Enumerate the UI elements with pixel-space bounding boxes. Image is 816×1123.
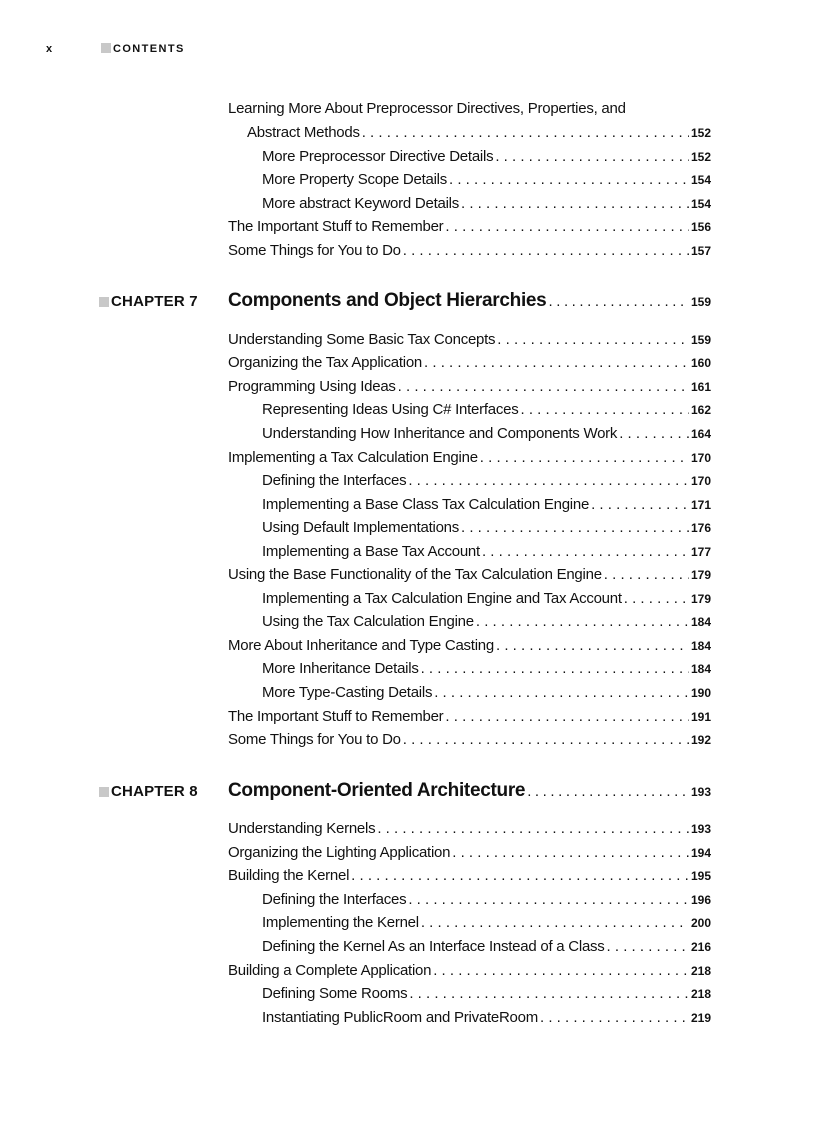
toc-entry[interactable] <box>262 985 711 1003</box>
toc-page-number: 184 <box>690 639 711 653</box>
toc-entry-title: Using the Tax Calculation Engine <box>262 613 474 630</box>
leader-dots <box>461 195 689 213</box>
leader-dots <box>540 1009 689 1027</box>
toc-entry[interactable] <box>228 354 711 372</box>
toc-page-number: 195 <box>690 869 711 883</box>
toc-entry[interactable] <box>262 171 711 189</box>
toc-page-number: 161 <box>690 380 711 394</box>
leader-dots <box>496 637 689 655</box>
toc-entry[interactable] <box>228 566 711 584</box>
chapter-7-title[interactable] <box>228 290 711 313</box>
toc-page-number: 193 <box>690 822 711 836</box>
leader-dots <box>445 218 689 236</box>
leader-dots <box>434 684 689 702</box>
leader-dots <box>527 781 689 803</box>
leader-dots <box>409 985 689 1003</box>
gray-square-icon <box>101 43 111 53</box>
page-folio: x <box>46 43 54 55</box>
toc-entry-title: The Important Stuff to Remember <box>228 708 444 725</box>
toc-page-number: 162 <box>690 403 711 417</box>
leader-dots <box>548 291 689 313</box>
gray-square-icon <box>99 787 109 797</box>
toc-entry-title: Understanding Some Basic Tax Concepts <box>228 331 496 348</box>
toc-entry-title: Implementing a Base Tax Account <box>262 543 480 560</box>
leader-dots <box>497 331 689 349</box>
chapter-label-text: CHAPTER 7 <box>111 293 198 310</box>
toc-entry[interactable] <box>262 543 711 561</box>
toc-entry[interactable] <box>228 218 711 236</box>
toc-entry-title: Abstract Methods <box>247 124 360 141</box>
toc-page-number: 157 <box>690 244 711 258</box>
toc-page-number: 218 <box>690 964 711 978</box>
toc-page-number: 171 <box>690 498 711 512</box>
toc-page-number: 170 <box>690 474 711 488</box>
toc-entry-title: Defining the Interfaces <box>262 891 407 908</box>
toc-page-number: 177 <box>690 545 711 559</box>
toc-entry[interactable] <box>228 331 711 349</box>
leader-dots <box>408 472 689 490</box>
toc-entry[interactable] <box>262 660 711 678</box>
toc-entry-title: Implementing a Tax Calculation Engine <box>228 449 478 466</box>
toc-entry[interactable] <box>262 613 711 631</box>
leader-dots <box>445 708 689 726</box>
toc-page-number: 164 <box>690 427 711 441</box>
toc-entry[interactable] <box>262 496 711 514</box>
toc-entry-title: Understanding Kernels <box>228 820 376 837</box>
toc-entry[interactable] <box>262 425 711 443</box>
leader-dots <box>362 124 689 142</box>
toc-entry-title: More abstract Keyword Details <box>262 195 459 212</box>
leader-dots <box>424 354 689 372</box>
toc-entry-title: More About Inheritance and Type Casting <box>228 637 494 654</box>
toc-page-number: 193 <box>690 785 711 799</box>
toc-page-number: 196 <box>690 893 711 907</box>
toc-entry-title: Understanding How Inheritance and Components Work <box>262 425 618 442</box>
leader-dots <box>452 844 689 862</box>
toc-entry[interactable] <box>262 472 711 490</box>
toc-page-number: 216 <box>690 940 711 954</box>
chapter-8-title[interactable] <box>228 780 711 803</box>
toc-page-number: 152 <box>690 150 711 164</box>
toc-page-number: 159 <box>690 333 711 347</box>
toc-entry[interactable] <box>262 148 711 166</box>
leader-dots <box>480 449 689 467</box>
toc-page-number: 200 <box>690 916 711 930</box>
chapter-label-text: CHAPTER 8 <box>111 783 198 800</box>
toc-heading-line: Learning More About Preprocessor Directives, Properties, and <box>228 100 626 117</box>
toc-entry-title: More Property Scope Details <box>262 171 447 188</box>
leader-dots <box>591 496 689 514</box>
toc-entry[interactable] <box>262 938 711 956</box>
chapter-title-text: Components and Object Hierarchies <box>228 290 547 311</box>
gray-square-icon <box>99 297 109 307</box>
toc-page-number: 176 <box>690 521 711 535</box>
toc-entry[interactable] <box>262 1009 711 1027</box>
toc-entry[interactable] <box>228 242 711 260</box>
toc-entry-title: Using the Base Functionality of the Tax Calculation Engine <box>228 566 602 583</box>
toc-entry[interactable] <box>247 124 711 142</box>
toc-entry-title: Implementing the Kernel <box>262 914 419 931</box>
toc-entry[interactable] <box>228 820 711 838</box>
leader-dots <box>408 891 689 909</box>
toc-page-number: 160 <box>690 356 711 370</box>
toc-entry-title: More Inheritance Details <box>262 660 419 677</box>
toc-entry[interactable] <box>262 590 711 608</box>
toc-page-number: 154 <box>690 173 711 187</box>
leader-dots <box>377 820 689 838</box>
toc-entry[interactable] <box>228 844 711 862</box>
leader-dots <box>398 378 689 396</box>
toc-entry-title: Building the Kernel <box>228 867 350 884</box>
toc-entry-title: The Important Stuff to Remember <box>228 218 444 235</box>
leader-dots <box>619 425 689 443</box>
toc-entry[interactable] <box>228 449 711 467</box>
toc-entry[interactable] <box>228 378 711 396</box>
leader-dots <box>624 590 689 608</box>
toc-entry-title: Some Things for You to Do <box>228 731 401 748</box>
toc-page-number: 156 <box>690 220 711 234</box>
leader-dots <box>607 938 689 956</box>
toc-entry[interactable] <box>228 867 711 885</box>
leader-dots <box>449 171 689 189</box>
toc-page-number: 179 <box>690 592 711 606</box>
running-head-section <box>101 43 185 55</box>
leader-dots <box>476 613 689 631</box>
toc-page-number: 194 <box>690 846 711 860</box>
toc-page-number: 154 <box>690 197 711 211</box>
toc-entry[interactable] <box>228 708 711 726</box>
toc-entry-title: Defining Some Rooms <box>262 985 408 1002</box>
leader-dots <box>482 543 689 561</box>
leader-dots <box>495 148 689 166</box>
toc-page-number: 191 <box>690 710 711 724</box>
leader-dots <box>351 867 689 885</box>
toc-entry-title: Implementing a Base Class Tax Calculation Engine <box>262 496 590 513</box>
chapter-8-label <box>99 783 198 800</box>
toc-entry-title: Building a Complete Application <box>228 962 432 979</box>
toc-entry-title: Instantiating PublicRoom and PrivateRoom <box>262 1009 538 1026</box>
leader-dots <box>421 660 689 678</box>
toc-page-number: 152 <box>690 126 711 140</box>
leader-dots <box>604 566 689 584</box>
toc-entry-title: Some Things for You to Do <box>228 242 401 259</box>
toc-entry-title: More Preprocessor Directive Details <box>262 148 494 165</box>
leader-dots <box>433 962 689 980</box>
toc-page-number: 192 <box>690 733 711 747</box>
toc-entry[interactable] <box>262 684 711 702</box>
toc-entry[interactable] <box>228 731 711 749</box>
toc-page-number: 218 <box>690 987 711 1001</box>
toc-entry-title: Implementing a Tax Calculation Engine and Tax Account <box>262 590 622 607</box>
toc-entry-title: Defining the Interfaces <box>262 472 407 489</box>
toc-entry-title: Defining the Kernel As an Interface Instead of a Class <box>262 938 605 955</box>
chapter-7-label <box>99 293 198 310</box>
toc-entry-title: Organizing the Tax Application <box>228 354 423 371</box>
leader-dots <box>421 914 689 932</box>
toc-entry[interactable] <box>262 914 711 932</box>
toc-entry[interactable] <box>228 637 711 655</box>
toc-entry-title: Representing Ideas Using C# Interfaces <box>262 401 519 418</box>
leader-dots <box>461 519 689 537</box>
toc-entry[interactable] <box>262 891 711 909</box>
toc-page-number: 219 <box>690 1011 711 1025</box>
toc-page-number: 170 <box>690 451 711 465</box>
toc-entry-title: Programming Using Ideas <box>228 378 396 395</box>
chapter-title-text: Component-Oriented Architecture <box>228 780 526 801</box>
leader-dots <box>403 242 689 260</box>
toc-entry[interactable] <box>262 401 711 419</box>
toc-entry-title: Organizing the Lighting Application <box>228 844 451 861</box>
toc-page-number: 184 <box>690 615 711 629</box>
toc-entry-title: Using Default Implementations <box>262 519 460 536</box>
toc-entry[interactable] <box>262 195 711 213</box>
toc-page-number: 159 <box>690 295 711 309</box>
toc-page-number: 184 <box>690 662 711 676</box>
toc-page-number: 190 <box>690 686 711 700</box>
leader-dots <box>520 401 688 419</box>
leader-dots <box>403 731 689 749</box>
section-title: CONTENTS <box>113 43 185 55</box>
toc-entry[interactable] <box>262 519 711 537</box>
toc-entry-title: More Type-Casting Details <box>262 684 433 701</box>
toc-entry[interactable] <box>228 962 711 980</box>
toc-page-number: 179 <box>690 568 711 582</box>
